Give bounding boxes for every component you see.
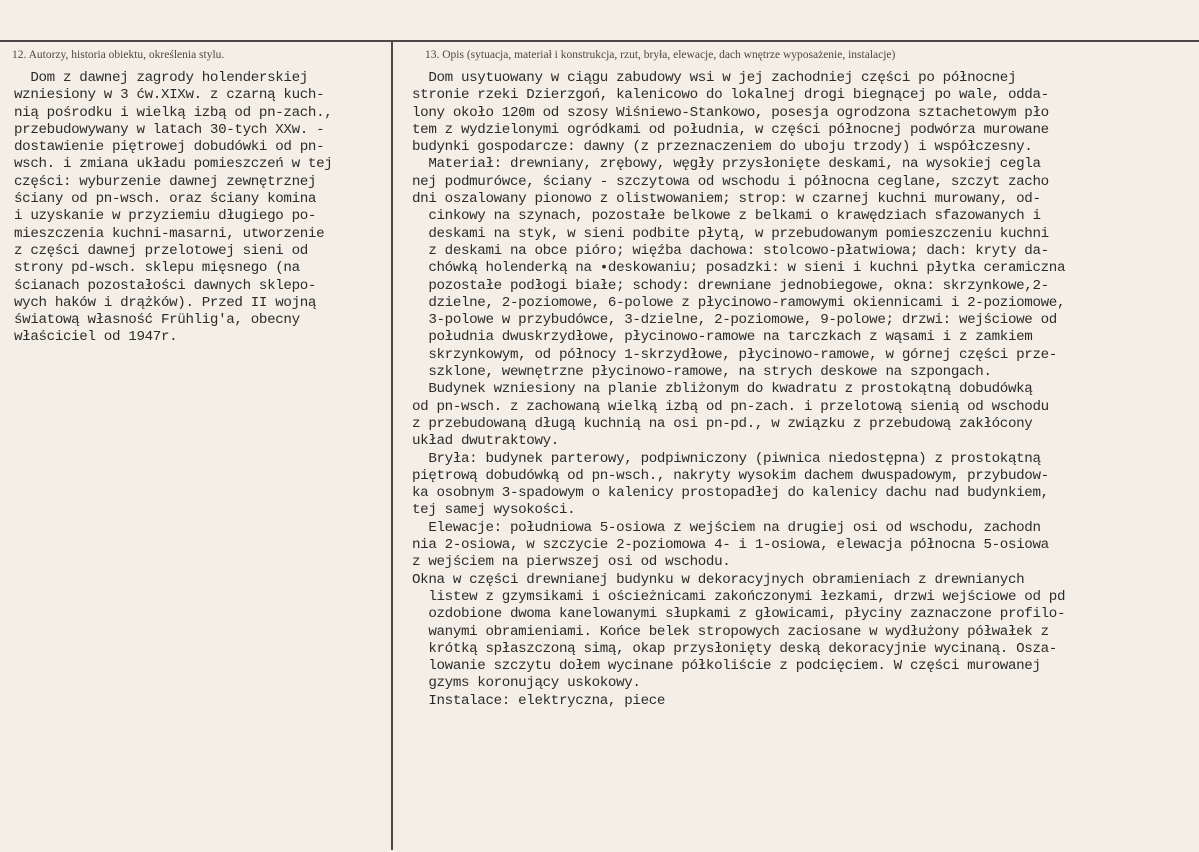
text-line: ozdobione dwoma kanelowanymi słupkami z głowicami, płyciny zaznaczone profilo- [412,606,1066,623]
text-line: nia 2-osiowa, w szczycie 2-poziomowa 4- i 1-osiowa, elewacja północna 5-osiowa [412,537,1049,554]
text-line: Budynek wzniesiony na planie zbliżonym do kwadratu z prostokątną dobudówką [412,381,1033,398]
text-line: budynki gospodarcze: dawny (z przeznaczeniem do uboju trzody) i współczesny. [412,139,1033,156]
text-line: strony pd-wsch. sklepu mięsnego (na [14,260,300,277]
text-line: lowanie szczytu dołem wycinane półkoliście z podcięciem. W części murowanej [412,658,1041,675]
column-divider [391,40,393,850]
history-text [14,70,390,347]
text-line: Instalace: elektryczna, piece [412,692,666,709]
text-line: Bryła: budynek parterowy, podpiwniczony (piwnica niedostępna) z prostokątną [412,450,1041,467]
text-line: Elewacje: południowa 5-osiowa z wejściem na drugiej osi od wschodu, zachodn [412,519,1041,536]
text-line: gzyms koronujący uskokowy. [412,675,641,692]
text-line: z deskami na obce pióro; więźba dachowa: stolcowo-płatwiowa; dach: kryty da- [412,242,1049,259]
text-line: Materiał: drewniany, zrębowy, węgły przysłonięte deskami, na wysokiej cegla [412,156,1041,173]
text-line: światową własność Frühlig'a, obecny [14,312,300,329]
text-line: wzniesiony w 3 ćw.XIXw. z czarną kuch- [14,87,325,104]
text-line: tej samej wysokości. [412,502,576,519]
text-line: przebudowywany w latach 30-tych XXw. - [14,121,325,138]
text-line: deskami na styk, w sieni podbite płytą, w przebudowanym pomieszczeniu kuchni [412,225,1049,242]
text-line: z przebudowaną długą kuchnią na osi pn-pd., w związku z przebudową zakłócony [412,415,1033,432]
text-line: i uzyskanie w przyziemiu długiego po- [14,208,317,225]
text-line: Okna w części drewnianej budynku w dekoracyjnych obramieniach z drewnianych [412,571,1025,588]
text-line: dni oszalowany pionowo z olistwowaniem; strop: w czarnej kuchni murowany, od- [412,191,1041,208]
text-line: ka osobnym 3-spadowym o kalenicy prostopadłej do kalenicy dachu nad budynkiem, [412,485,1049,502]
text-line: części: wyburzenie dawnej zewnętrznej [14,173,317,190]
text-line: właściciel od 1947r. [14,329,178,346]
text-line: ściany od pn-wsch. oraz ściany komina [14,191,317,208]
text-line: lony około 120m od szosy Wiśniewo-Stankowo, posesja ogrodzona sztachetowym pło [412,104,1049,121]
text-line: pozostałe podłogi białe; schody: drewniane jednobiegowe, okna: skrzynkowe,2- [412,277,1049,294]
text-line: południa dwuskrzydłowe, płycinowo-ramowe na tarczkach z wąsami i z zamkiem [412,329,1033,346]
text-line: nią pośrodku i wielką izbą od pn-zach., [14,104,333,121]
text-line: chówką holenderką na •deskowaniu; posadzki: w sieni i kuchni płytka ceramiczna [412,260,1066,277]
text-line: układ dwutraktowy. [412,433,559,450]
text-line: piętrową dobudówką od pn-wsch., nakryty wysokim dachem dwuspadowym, przybudow- [412,467,1049,484]
text-line: z wejściem na pierwszej osi od wschodu. [412,554,731,571]
text-line: z części dawnej przelotowej sieni od [14,242,308,259]
text-line: Dom z dawnej zagrody holenderskiej [14,70,308,86]
text-line: krótką spłaszczoną simą, okap przysłonięty deską dekoracyjnie wycinaną. Osza- [412,640,1057,657]
header-authors-history: 12. Autorzy, historia obiektu, określenia stylu. [12,49,225,61]
text-line: mieszczenia kuchni-masarni, utworzenie [14,225,325,242]
text-line: tem z wydzielonymi ogródkami od południa, w części północnej podwórza murowane [412,121,1049,138]
header-description: 13. Opis (sytuacja, materiał i konstrukcja, rzut, bryła, elewacje, dach wnętrze wyposażenie, instalacje) [425,49,896,61]
text-line: wych haków i drążków). Przed II wojną [14,294,317,311]
text-line: skrzynkowym, od północy 1-skrzydłowe, płycinowo-ramowe, w górnej części prze- [412,346,1057,363]
text-line: ścianach pozostałości dawnych sklepo- [14,277,317,294]
text-line: dostawienie piętrowej dobudówki od pn- [14,139,325,156]
text-line: wsch. i zmiana układu pomieszczeń w tej [14,156,333,173]
text-line: Dom usytuowany w ciągu zabudowy wsi w jej zachodniej części po północnej [412,70,1017,86]
header-divider [0,40,1199,42]
description-text [412,70,1197,710]
text-line: wanymi obramieniami. Końce belek stropowych zaciosane w wydłużony półwałek z [412,623,1049,640]
text-line: nej podmurówce, ściany - szczytowa od wschodu i północna ceglane, szczyt zacho [412,173,1049,190]
text-line: stronie rzeki Dzierzgoń, kalenicowo do lokalnej drogi biegnącej po wale, odda- [412,87,1049,104]
text-line: cinkowy na szynach, pozostałe belkowe z belkami o krawędziach sfazowanych i [412,208,1041,225]
text-line: od pn-wsch. z zachowaną wielką izbą od pn-zach. i przelotową sienią od wschodu [412,398,1049,415]
text-line: szklone, wewnętrzne płycinowo-ramowe, na strych deskowe na szpongach. [412,364,992,381]
text-line: listew z gzymsikami i ościeżnicami zakończonymi łezkami, drzwi wejściowe od pd [412,588,1066,605]
text-line: dzielne, 2-poziomowe, 6-polowe z płycinowo-ramowymi okiennicami i 2-poziomowe, [412,294,1066,311]
text-line: 3-polowe w przybudówce, 3-dzielne, 2-poziomowe, 9-polowe; drzwi: wejściowe od [412,312,1057,329]
